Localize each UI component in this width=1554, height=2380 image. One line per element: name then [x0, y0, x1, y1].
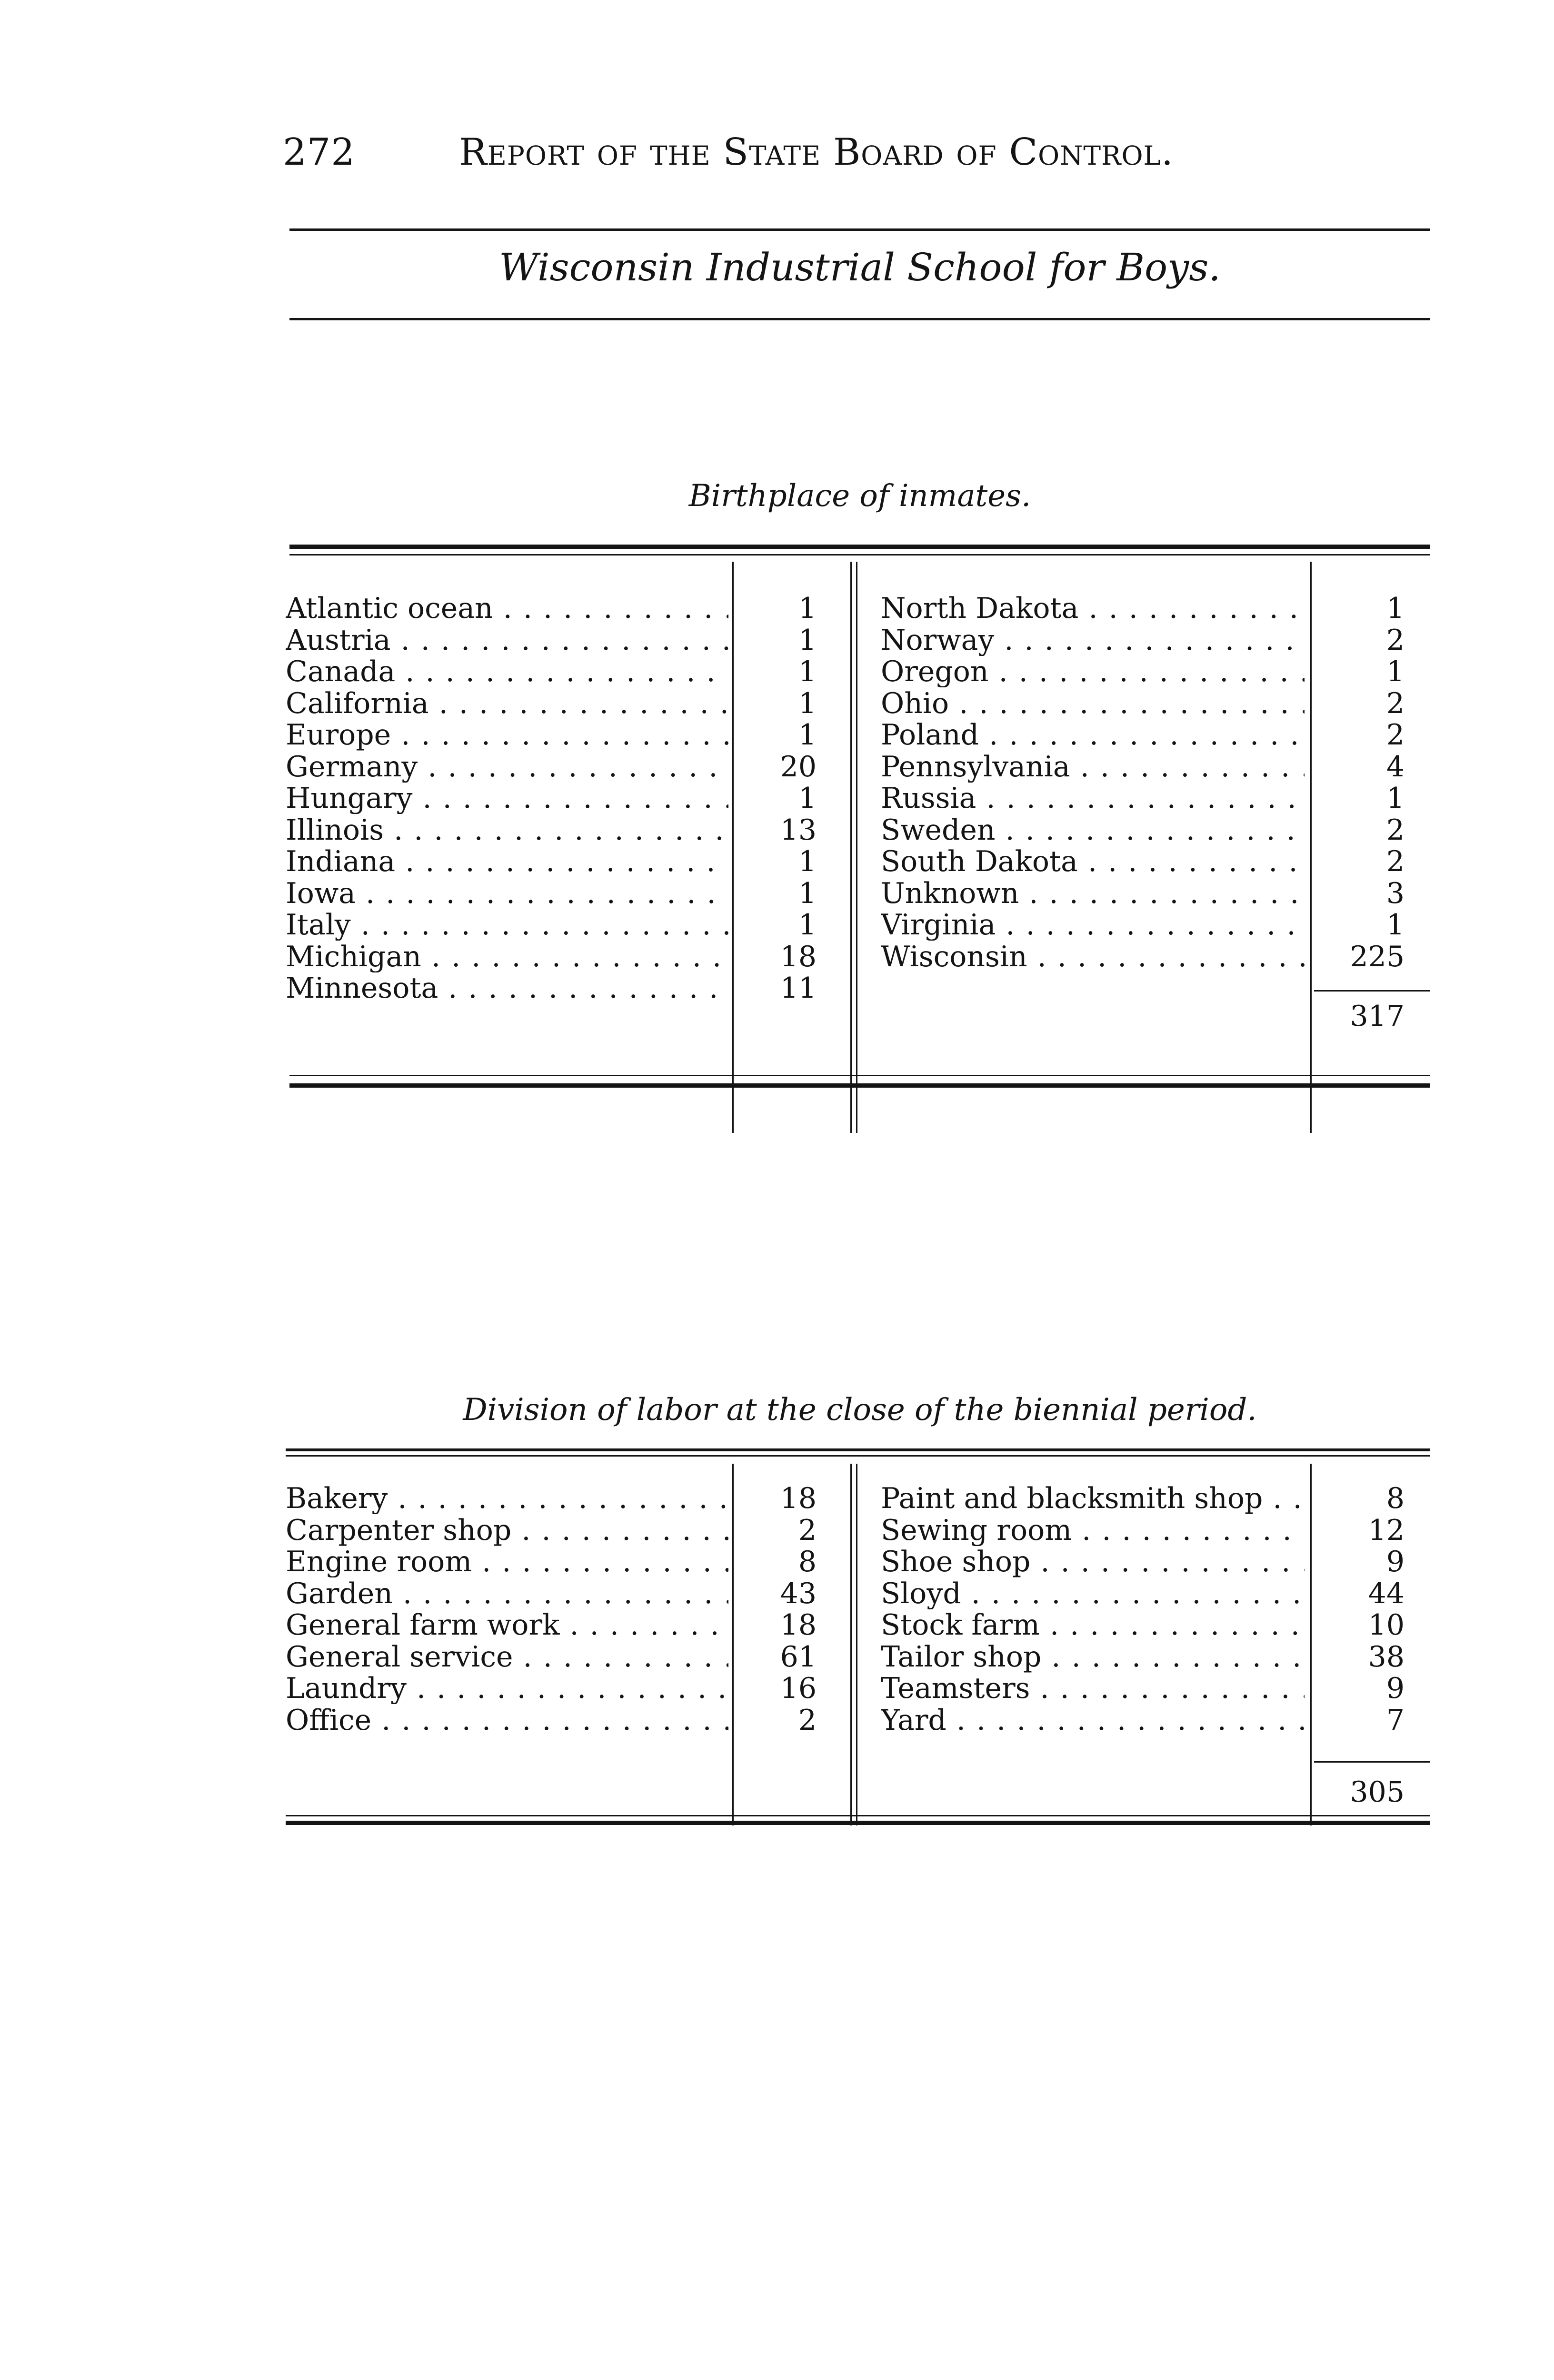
row-label: Poland . . .: [881, 719, 1305, 751]
row-value: 1: [798, 686, 817, 720]
row-label: Stock farm . . .: [881, 1609, 1305, 1641]
row-label: Wisconsin . . .: [881, 941, 1305, 972]
row-label: Office . . .: [286, 1705, 728, 1736]
labor-table: [286, 1445, 1430, 1830]
row-value: 13: [780, 813, 817, 847]
row-label: Garden . . .: [286, 1578, 728, 1609]
row-label: Michigan . . .: [286, 941, 728, 972]
row-value: 1: [798, 845, 817, 878]
row-value: 1: [798, 782, 817, 815]
row-label: Sweden . . .: [881, 814, 1305, 846]
row-label: Iowa . . .: [286, 878, 728, 909]
row-label: Illinois . . .: [286, 814, 728, 846]
header-rule-bottom: [289, 318, 1430, 320]
row-label: Yard . . .: [881, 1705, 1305, 1736]
table-row: [286, 1578, 1430, 1609]
row-value: 44: [1368, 1577, 1405, 1610]
row-label: Sloyd . . .: [881, 1578, 1305, 1609]
row-value: 8: [1386, 1482, 1405, 1515]
table-row: [286, 783, 1430, 814]
header-rule-top: [289, 228, 1430, 231]
row-value: 18: [780, 940, 817, 973]
row-label: Oregon . . .: [881, 656, 1305, 687]
row-label: Norway . . .: [881, 625, 1305, 656]
labor-table-title: Division of labor at the close of the biennial period.: [463, 1392, 1257, 1428]
birthplace-table-title: Birthplace of inmates.: [688, 478, 1031, 514]
row-value: 18: [780, 1482, 817, 1515]
row-label: Hungary . . .: [286, 783, 728, 814]
birthplace-total: 317: [1350, 1000, 1405, 1033]
row-label: Engine room . . .: [286, 1546, 728, 1577]
row-value: 225: [1350, 940, 1405, 973]
row-label: Austria . . .: [286, 625, 728, 656]
table-row: [286, 909, 1430, 941]
row-label: Bakery . . .: [286, 1483, 728, 1514]
row-label: Russia . . .: [881, 783, 1305, 814]
row-label: Shoe shop . . .: [881, 1546, 1305, 1577]
row-label: Italy . . .: [286, 909, 728, 941]
row-value: 2: [1386, 845, 1405, 878]
table-row: [286, 1546, 1430, 1577]
table-row: [286, 593, 1430, 624]
row-value: 2: [1386, 813, 1405, 847]
table-top-rule: [289, 545, 1430, 549]
row-label: Indiana . . .: [286, 846, 728, 877]
table-row: [286, 846, 1430, 877]
row-value: 3: [1386, 876, 1405, 910]
row-value: 7: [1386, 1703, 1405, 1737]
table-row: [286, 751, 1430, 783]
row-label: General service . . .: [286, 1641, 728, 1673]
page-number: 272: [283, 131, 355, 174]
table-row: [286, 1515, 1430, 1546]
row-value: 1: [1386, 655, 1405, 688]
table-row: [286, 1483, 1430, 1514]
row-label: Virginia . . .: [881, 909, 1305, 941]
table-bottom-rule: [286, 1821, 1430, 1825]
total-rule: [1314, 1761, 1430, 1763]
table-row: [286, 625, 1430, 656]
row-value: 8: [798, 1545, 817, 1578]
table-bottom-rule-thin: [289, 1075, 1430, 1076]
institution-subtitle: Wisconsin Industrial School for Boys.: [499, 245, 1221, 289]
row-label: Paint and blacksmith shop . . .: [881, 1483, 1305, 1514]
table-row: [286, 1609, 1430, 1641]
row-label: Pennsylvania . . .: [881, 751, 1305, 783]
table-row: [286, 719, 1430, 751]
table-row: [286, 1673, 1430, 1704]
row-value: 1: [798, 655, 817, 688]
table-bottom-rule-thin: [286, 1815, 1430, 1816]
row-label: Atlantic ocean . . .: [286, 593, 728, 624]
table-row: [286, 878, 1430, 909]
page-header: [283, 131, 1430, 183]
row-label: Canada . . .: [286, 656, 728, 687]
total-rule: [1314, 990, 1430, 992]
table-row: [286, 972, 1430, 1004]
table-top-rule-thin: [289, 554, 1430, 555]
row-label: Europe . . .: [286, 719, 728, 751]
row-value: 38: [1368, 1640, 1405, 1674]
row-value: 61: [780, 1640, 817, 1674]
row-value: 11: [780, 972, 817, 1005]
row-label: Germany . . .: [286, 751, 728, 783]
row-label: Carpenter shop . . .: [286, 1515, 728, 1546]
table-row: [286, 1641, 1430, 1673]
row-value: 1: [1386, 782, 1405, 815]
row-value: 1: [798, 623, 817, 657]
row-value: 9: [1386, 1672, 1405, 1705]
row-value: 1: [798, 876, 817, 910]
table-row: [286, 814, 1430, 846]
row-value: 18: [780, 1608, 817, 1642]
row-label: Tailor shop . . .: [881, 1641, 1305, 1673]
row-label: California . . .: [286, 688, 728, 719]
table-row: [286, 1705, 1430, 1736]
row-value: 2: [1386, 718, 1405, 752]
running-title: Report of the State Board of Control.: [459, 131, 1174, 174]
row-label: Minnesota . . .: [286, 972, 728, 1004]
row-value: 1: [1386, 592, 1405, 625]
birthplace-table: [286, 543, 1430, 1095]
row-value: 1: [798, 592, 817, 625]
row-value: 20: [780, 750, 817, 783]
table-top-rule-thin: [286, 1455, 1430, 1457]
row-value: 16: [780, 1672, 817, 1705]
row-value: 43: [780, 1577, 817, 1610]
row-label: General farm work . . .: [286, 1609, 728, 1641]
row-value: 2: [798, 1703, 817, 1737]
row-label: North Dakota . . .: [881, 593, 1305, 624]
row-label: South Dakota . . .: [881, 846, 1305, 877]
row-value: 1: [1386, 908, 1405, 942]
row-value: 1: [798, 908, 817, 942]
row-value: 4: [1386, 750, 1405, 783]
table-bottom-rule: [289, 1083, 1430, 1088]
row-label: Ohio . . .: [881, 688, 1305, 719]
row-value: 12: [1368, 1513, 1405, 1547]
row-value: 2: [1386, 623, 1405, 657]
row-value: 1: [798, 718, 817, 752]
labor-total: 305: [1350, 1775, 1405, 1809]
table-top-rule: [286, 1448, 1430, 1451]
row-value: 2: [798, 1513, 817, 1547]
row-label: Teamsters . . .: [881, 1673, 1305, 1704]
row-label: Sewing room . . .: [881, 1515, 1305, 1546]
row-label: Laundry . . .: [286, 1673, 728, 1704]
table-row: [286, 941, 1430, 972]
row-value: 2: [1386, 686, 1405, 720]
row-value: 10: [1368, 1608, 1405, 1642]
row-label: Unknown . . .: [881, 878, 1305, 909]
row-value: 9: [1386, 1545, 1405, 1578]
table-row: [286, 656, 1430, 687]
table-row: [286, 688, 1430, 719]
